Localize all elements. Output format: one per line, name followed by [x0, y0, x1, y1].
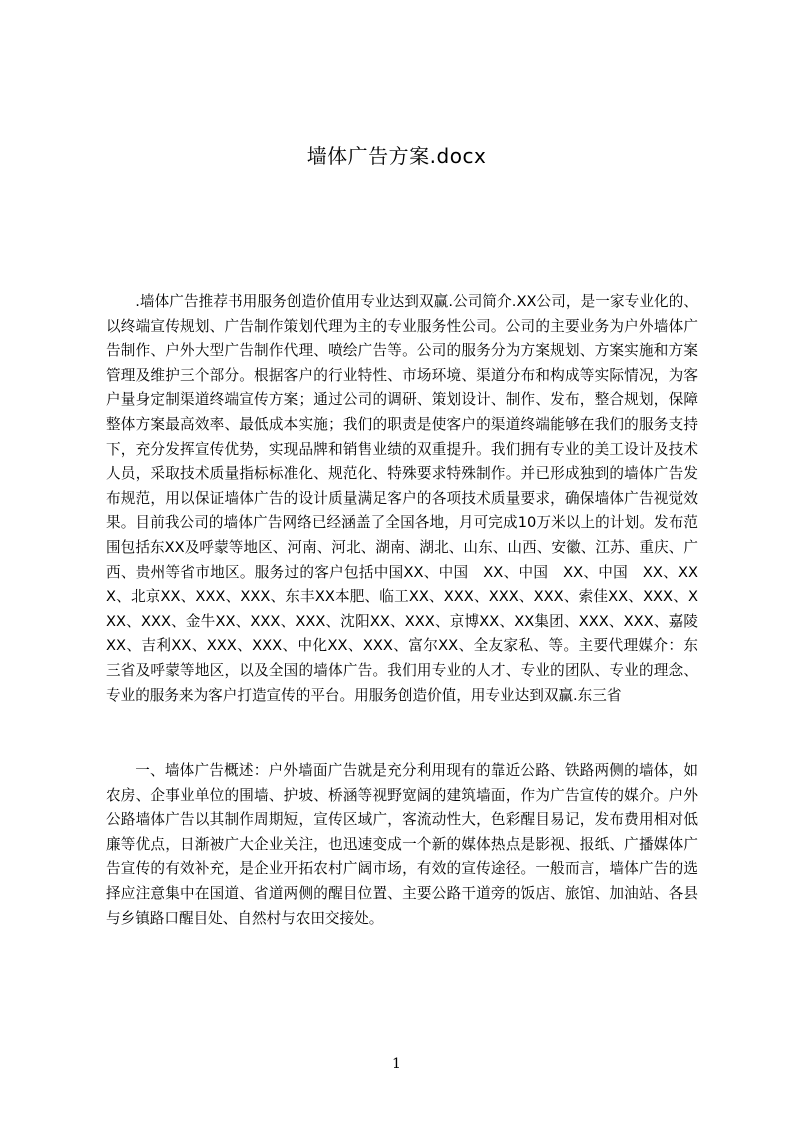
page-number: 1: [392, 1056, 401, 1072]
paragraph-company-intro: .墙体广告推荐书用服务创造价值用专业达到双赢.公司简介.XX公司，是一家专业化的、以终端宣传规划、广告制作策划代理为主的专业服务性公司。公司的主要业务为户外墙体广告制作、户外大型广告制作代理、喷绘广告等。公司的服务分为方案规划、方案实施和方案管理及维护三个部分。根据客户的行业特性、市场环境、渠道分布和构成等实际情况，为客户量身定制渠道终端宣传方案；通过公司的调研、策划设计、制作、发布，整合规划，保障整体方案最高效率、最低成本实施；我们的职责是使客户的渠道终端能够在我们的服务支持下，充分发挥宣传优势，实现品牌和销售业绩的双重提升。我们拥有专业的美工设计及技术人员，采取技术质量指标标准化、规范化、特殊要求特殊制作。并已形成独到的墙体广告发布规范，用以保证墙体广告的设计质量满足客户的各项技术质量要求，确保墙体广告视觉效果。目前我公司的墙体广告网络已经涵盖了全国各地，月可完成10万米以上的计划。发布范围包括东XX及呼蒙等地区、河南、河北、湖南、湖北、山东、山西、安徽、江苏、重庆、广西、贵州等省市地区。服务过的客户包括中国XX、中国 XX、中国 XX、中国 XX、XXX、北京XX、XXX、XXX、东丰XX本肥、临工XX、XXX、XXX、XXX、索佳XX、XXX、XXX、XXX、金牛XX、XXX、XXX、沈阳XX、XXX、京博XX、XX集团、XXX、XXX、嘉陵XX、吉利XX、XXX、XXX、中化XX、XXX、富尔XX、全友家私、等。主要代理媒介：东三省及呼蒙等地区，以及全国的墙体广告。我们用专业的人才、专业的团队、专业的理念、专业的服务来为客户打造宣传的平台。用服务创造价值，用专业达到双赢.东三省: [106, 293, 698, 704]
document-title: 墙体广告方案.docx: [306, 144, 487, 168]
paragraph-wall-ad-overview: 一、墙体广告概述：户外墙面广告就是充分利用现有的靠近公路、铁路两侧的墙体，如农房、企事业单位的围墙、护坡、桥涵等视野宽阔的建筑墙面，作为广告宣传的媒介。户外公路墙体广告以其制作周期短，宣传区域广，客流动性大，色彩醒目易记，发布费用相对低廉等优点，日渐被广大企业关注，也迅速变成一个新的媒体热点是影视、报纸、广播媒体广告宣传的有效补充，是企业开拓农村广阔市场，有效的宣传途径。一般而言，墙体广告的选择应注意集中在国道、省道两侧的醒目位置、主要公路干道旁的饭店、旅馆、加油站、各县与乡镇路口醒目处、自然村与农田交接处。: [106, 762, 698, 927]
